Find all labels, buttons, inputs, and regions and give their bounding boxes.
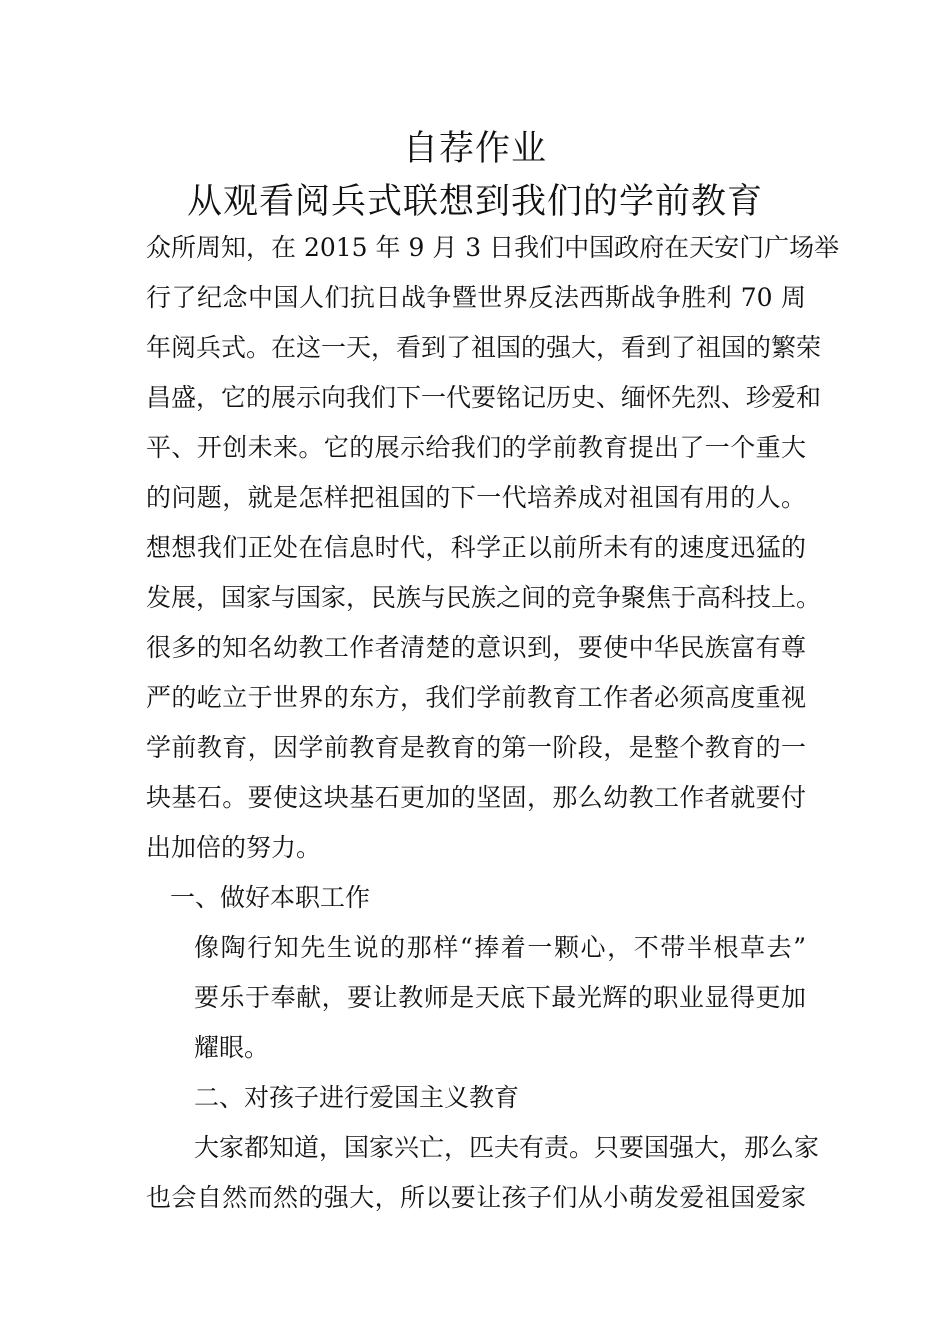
section-heading: 一、做好本职工作 [170, 883, 371, 912]
body-line: 耀眼。 [194, 1033, 270, 1062]
document-title: 自荐作业 [402, 129, 547, 169]
body-line: 行了纪念中国人们抗日战争暨世界反法西斯战争胜利 70 周 [146, 283, 806, 312]
section-heading: 二、对孩子进行爱国主义教育 [194, 1083, 520, 1112]
body-line: 众所周知，在 2015 年 9 月 3 日我们中国政府在天安门广场举 [146, 233, 840, 262]
body-line: 想想我们正处在信息时代，科学正以前所未有的速度迅猛的 [146, 533, 806, 562]
body-line: 昌盛，它的展示向我们下一代要铭记历史、缅怀先烈、珍爱和 [146, 383, 822, 412]
body-line: 像陶行知先生说的那样“捧着一颗心，不带半根草去” [194, 933, 806, 962]
body-line: 块基石。要使这块基石更加的坚固，那么幼教工作者就要付 [146, 783, 806, 812]
body-line: 发展，国家与国家，民族与民族之间的竞争聚焦于高科技上。 [146, 583, 822, 612]
body-line: 也会自然而然的强大，所以要让孩子们从小萌发爱祖国爱家 [146, 1183, 806, 1212]
document-subtitle: 从观看阅兵式联想到我们的学前教育 [186, 182, 763, 222]
body-line: 要乐于奉献，要让教师是天底下最光辉的职业显得更加 [194, 983, 806, 1012]
body-line: 出加倍的努力。 [146, 833, 322, 862]
body-line: 学前教育，因学前教育是教育的第一阶段，是整个教育的一 [146, 733, 806, 762]
body-line: 严的屹立于世界的东方，我们学前教育工作者必须高度重视 [146, 683, 806, 712]
body-line: 很多的知名幼教工作者清楚的意识到，要使中华民族富有尊 [146, 633, 806, 662]
body-line: 大家都知道，国家兴亡，匹夫有责。只要国强大，那么家 [194, 1133, 820, 1162]
body-line: 的问题，就是怎样把祖国的下一代培养成对祖国有用的人。 [146, 483, 806, 512]
body-line: 平、开创未来。它的展示给我们的学前教育提出了一个重大 [146, 433, 806, 462]
body-line: 年阅兵式。在这一天，看到了祖国的强大，看到了祖国的繁荣 [146, 333, 822, 362]
